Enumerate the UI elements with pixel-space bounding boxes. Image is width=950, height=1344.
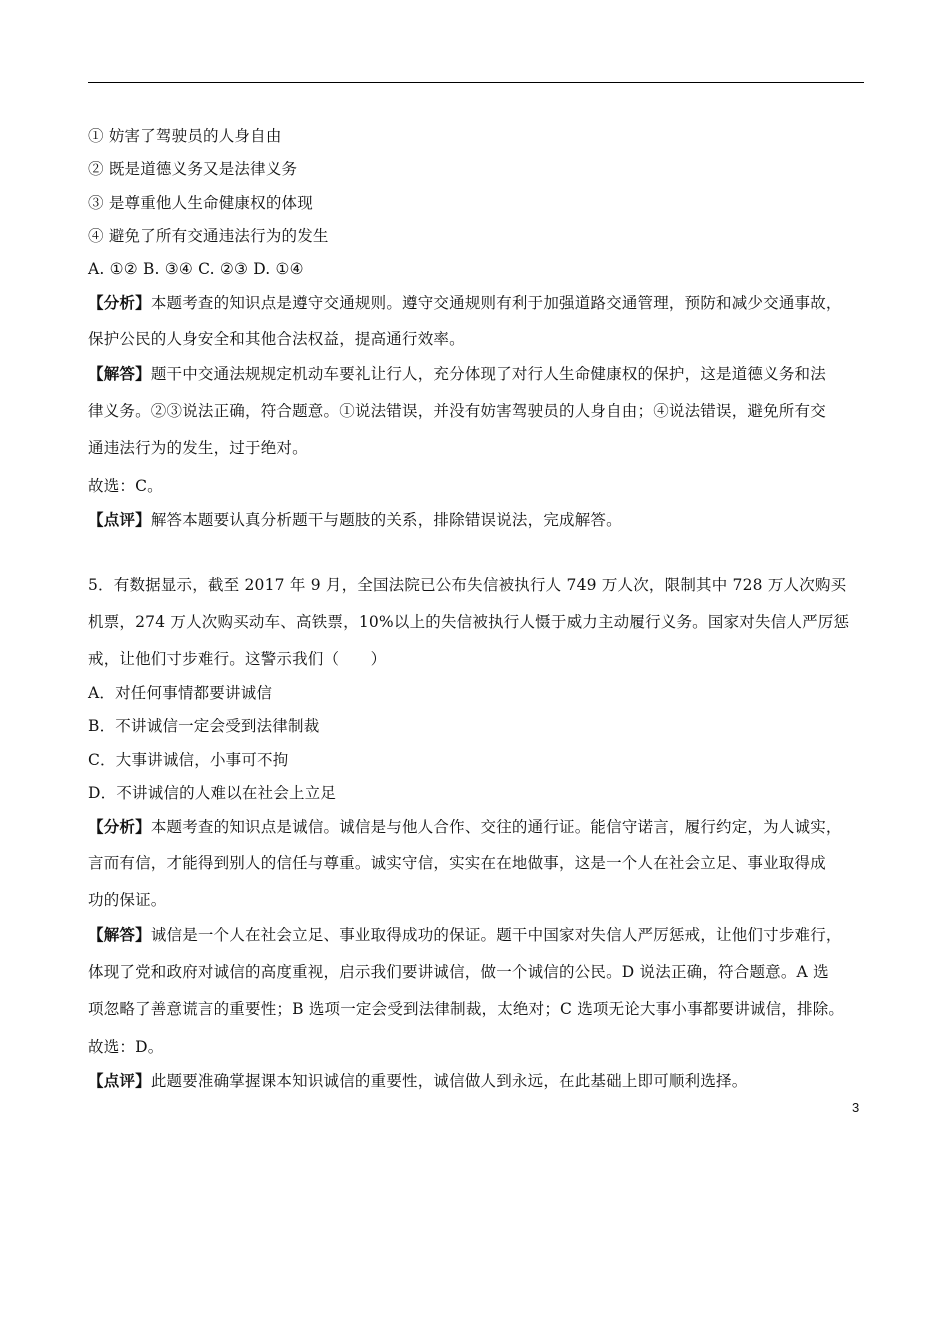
question-5-option-b: B．不讲诚信一定会受到法律制裁 bbox=[88, 717, 320, 735]
solution-tag: 【解答】 bbox=[88, 364, 151, 383]
comment-tag: 【点评】 bbox=[88, 510, 151, 529]
q5-comment-paragraph bbox=[88, 1071, 747, 1091]
question-5-stem-line-3: 戒，让他们寸步难行。这警示我们（ ） bbox=[88, 650, 387, 668]
q5-analysis-line-2: 言而有信，才能得到别人的信任与尊重。诚实守信，实实在在地做事，这是一个人在社会立足、事业取得成 bbox=[88, 854, 826, 872]
q5-solution-line-1: 诚信是一个人在社会立足、事业取得成功的保证。题干中国家对失信人严厉惩戒，让他们寸步难行， bbox=[150, 926, 842, 944]
solution-paragraph bbox=[88, 364, 826, 384]
option-3: ③ 是尊重他人生命健康权的体现 bbox=[88, 194, 313, 212]
q5-analysis-paragraph bbox=[88, 817, 842, 837]
q5-solution-tag: 【解答】 bbox=[88, 925, 151, 944]
question-5-option-a: A．对任何事情都要讲诚信 bbox=[88, 684, 273, 702]
solution-line-2: 律义务。②③说法正确，符合题意。①说法错误，并没有妨害驾驶员的人身自由；④说法错误，避免所有交 bbox=[88, 402, 826, 420]
comment-text: 解答本题要认真分析题干与题肢的关系，排除错误说法，完成解答。 bbox=[150, 511, 622, 529]
q5-comment-tag: 【点评】 bbox=[88, 1071, 151, 1090]
solution-line-1: 题干中交通法规规定机动车要礼让行人，充分体现了对行人生命健康权的保护，这是道德义务和法 bbox=[150, 365, 826, 383]
q5-solution-line-3: 项忽略了善意谎言的重要性；B 选项一定会受到法律制裁，太绝对；C 选项无论大事小事都要讲诚信，排除。 bbox=[88, 1000, 845, 1018]
q5-solution-line-2: 体现了党和政府对诚信的高度重视，启示我们要讲诚信，做一个诚信的公民。D 说法正确，符合题意。A 选 bbox=[88, 963, 829, 981]
question-5-stem-line-1: 5．有数据显示，截至 2017 年 9 月，全国法院已公布失信被执行人 749 万人次，限制其中 728 万人次购买 bbox=[88, 576, 847, 594]
final-choice: 故选：C。 bbox=[88, 477, 163, 495]
analysis-tag: 【分析】 bbox=[88, 293, 151, 312]
question-5-stem-line-2: 机票，274 万人次购买动车、高铁票，10%以上的失信被执行人慑于威力主动履行义务。国家对失信人严厉惩 bbox=[88, 613, 850, 631]
question-5-option-d: D．不讲诚信的人难以在社会上立足 bbox=[88, 784, 337, 802]
option-4: ④ 避免了所有交通违法行为的发生 bbox=[88, 227, 329, 245]
q5-analysis-line-3: 功的保证。 bbox=[88, 891, 167, 909]
comment-paragraph bbox=[88, 510, 622, 530]
q5-final-choice: 故选：D。 bbox=[88, 1038, 164, 1056]
page-number: 3 bbox=[852, 1100, 860, 1115]
q5-analysis-line-1: 本题考查的知识点是诚信。诚信是与他人合作、交往的通行证。能信守诺言，履行约定，为人诚实， bbox=[150, 818, 842, 836]
option-1: ① 妨害了驾驶员的人身自由 bbox=[88, 127, 282, 145]
solution-line-3: 通违法行为的发生，过于绝对。 bbox=[88, 439, 308, 457]
analysis-paragraph bbox=[88, 293, 842, 313]
analysis-line-2: 保护公民的人身安全和其他合法权益，提高通行效率。 bbox=[88, 330, 465, 348]
q5-analysis-tag: 【分析】 bbox=[88, 817, 151, 836]
q5-solution-paragraph bbox=[88, 925, 842, 945]
answer-choices: A. ①② B. ③④ C. ②③ D. ①④ bbox=[88, 260, 304, 278]
q5-comment-text: 此题要准确掌握课本知识诚信的重要性，诚信做人到永远，在此基础上即可顺利选择。 bbox=[150, 1072, 748, 1090]
option-2: ② 既是道德义务又是法律义务 bbox=[88, 160, 298, 178]
analysis-line-1: 本题考查的知识点是遵守交通规则。遵守交通规则有利于加强道路交通管理，预防和减少交通事故， bbox=[150, 294, 842, 312]
question-5-option-c: C．大事讲诚信，小事可不拘 bbox=[88, 751, 289, 769]
header-rule bbox=[88, 82, 864, 83]
